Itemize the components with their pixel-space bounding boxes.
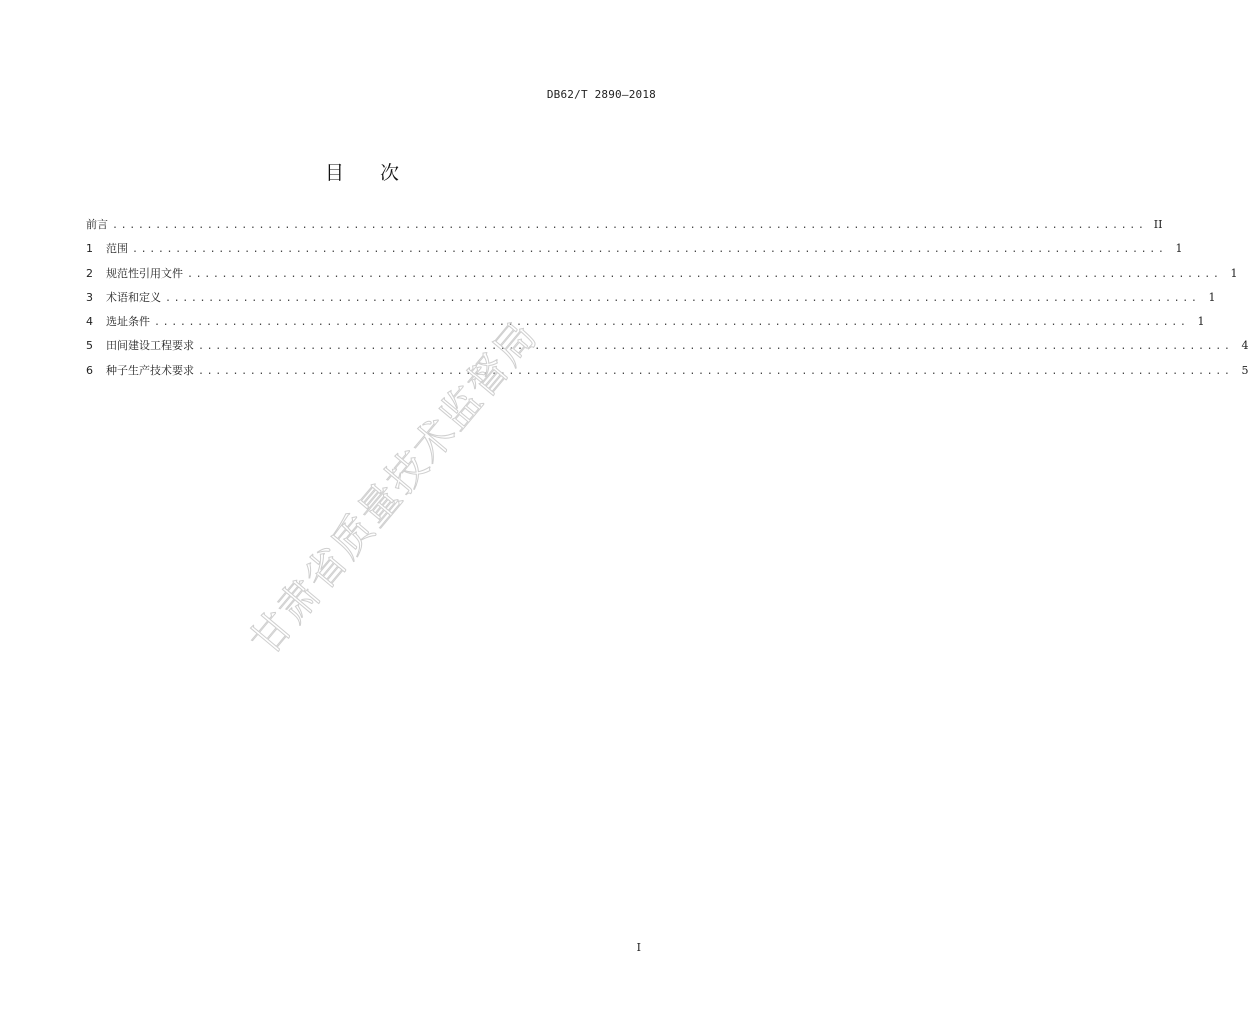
toc-item-page: 1 <box>1208 290 1216 304</box>
toc-item-number: 3 <box>86 290 93 304</box>
toc-item-terms-definitions[interactable] <box>86 289 1216 313</box>
toc-item-label: 选址条件 <box>106 315 150 329</box>
toc-item-page: 5 <box>1241 363 1248 377</box>
toc-list <box>86 216 1248 386</box>
toc-item-seed-production[interactable] <box>86 362 1248 386</box>
toc-item-site-conditions[interactable] <box>86 313 1205 337</box>
toc-leader-dots: ........................................................................................................................ <box>112 220 1147 231</box>
toc-item-number: 5 <box>86 339 93 353</box>
toc-leader-dots: ........................................................................................................................ <box>187 268 1222 280</box>
toc-item-number: 4 <box>86 315 93 329</box>
toc-title <box>0 158 724 185</box>
toc-item-label: 种子生产技术要求 <box>106 363 194 377</box>
toc-title-part1: 目 <box>324 162 344 184</box>
toc-item-page: II <box>1153 218 1163 231</box>
toc-item-label: 规范性引用文件 <box>106 266 183 280</box>
toc-item-page: 1 <box>1175 242 1183 256</box>
toc-item-page: 1 <box>1197 315 1205 329</box>
toc-leader-dots: ........................................................................................................................ <box>165 292 1200 304</box>
toc-item-label: 田间建设工程要求 <box>106 339 194 353</box>
toc-leader-dots: ........................................................................................................................ <box>198 365 1233 377</box>
toc-item-page: 1 <box>1230 266 1238 280</box>
toc-item-number: 6 <box>86 363 93 377</box>
toc-item-field-construction[interactable] <box>86 337 1248 361</box>
toc-item-normative-references[interactable] <box>86 265 1238 289</box>
toc-title-part2: 次 <box>380 162 400 184</box>
toc-item-number: 2 <box>86 266 93 280</box>
document-code: DB62/T 2890—2018 <box>546 88 656 101</box>
toc-item-label: 前言 <box>86 218 108 231</box>
toc-item-label: 范围 <box>106 242 128 256</box>
page-number: I <box>636 941 641 954</box>
toc-item-number: 1 <box>86 242 93 256</box>
toc-leader-dots: ........................................................................................................................ <box>198 341 1233 353</box>
toc-item-scope[interactable] <box>86 240 1183 264</box>
toc-leader-dots: ........................................................................................................................ <box>154 317 1189 329</box>
toc-leader-dots: ........................................................................................................................ <box>132 244 1167 256</box>
toc-item-label: 术语和定义 <box>106 290 161 304</box>
toc-item-page: 4 <box>1241 339 1248 353</box>
watermark: 甘肃省质量技术监督局 <box>241 312 547 664</box>
toc-item-foreword[interactable] <box>86 216 1163 240</box>
